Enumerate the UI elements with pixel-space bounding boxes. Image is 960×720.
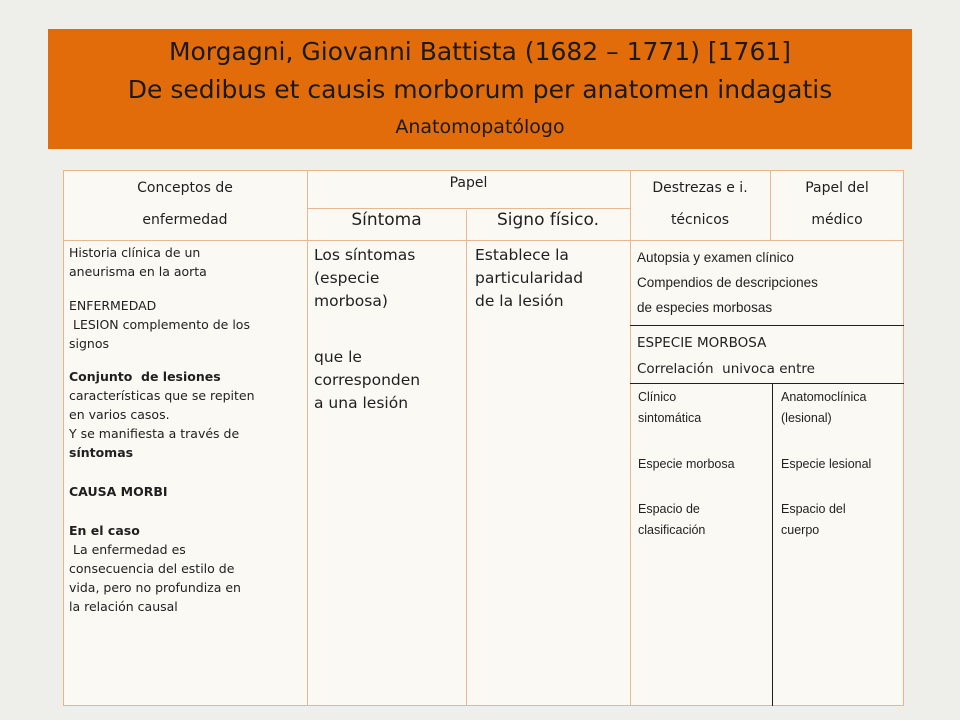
- sintoma-line: a una lesión: [314, 394, 409, 412]
- conceptos-line: síntomas: [69, 445, 134, 460]
- signo-cell: [475, 244, 630, 313]
- signo-line: particularidad: [475, 269, 584, 287]
- especie-line: ESPECIE MORBOSA: [637, 335, 767, 351]
- header-conceptos-line2: enfermedad: [142, 212, 228, 228]
- destrezas-line: Compendios de descripciones: [637, 275, 818, 290]
- header-signo-fisico: Signo físico.: [496, 210, 600, 230]
- conceptos-line: ENFERMEDAD: [69, 298, 157, 313]
- signo-line: Establece la: [475, 246, 569, 264]
- col-divider-3: [630, 170, 631, 706]
- header-conceptos-line1: Conceptos de: [137, 180, 233, 196]
- conceptos-line: aneurisma en la aorta: [69, 264, 207, 279]
- header-destrezas-line1: Destrezas e i.: [652, 180, 748, 196]
- conceptos-line: consecuencia del estilo de: [69, 561, 235, 576]
- spacer: [69, 462, 303, 482]
- conceptos-line: En el caso: [69, 523, 140, 538]
- anatomoclinica-line: Espacio del: [781, 502, 846, 516]
- spacer: [314, 313, 464, 346]
- col-divider-1: [307, 170, 308, 706]
- col4-divider-top: [630, 325, 904, 326]
- conceptos-line: CAUSA MORBI: [69, 484, 168, 499]
- clinico-line: Clínico: [638, 390, 677, 404]
- header-papel-medico-line1: Papel del: [805, 180, 869, 196]
- spacer: [781, 429, 903, 454]
- header-papel-medico-line2: médico: [811, 212, 863, 228]
- conceptos-line: Historia clínica de un: [69, 245, 201, 260]
- spacer: [781, 475, 903, 499]
- conceptos-line: signos: [69, 336, 110, 351]
- spacer: [69, 501, 303, 521]
- anatomoclinica-subcell: [781, 387, 903, 541]
- col4-divider-mid: [630, 383, 904, 384]
- header-destrezas-line2: técnicos: [670, 212, 730, 228]
- sintoma-line: morbosa): [314, 292, 388, 310]
- sintoma-cell: [314, 244, 464, 415]
- especie-morbosa-cell: [637, 330, 902, 382]
- header-sintoma: Síntoma: [351, 210, 422, 230]
- sintoma-line: Los síntomas: [314, 246, 416, 264]
- conceptos-line: la relación causal: [69, 599, 178, 614]
- sintoma-line: que le: [314, 348, 362, 366]
- destrezas-cell: [637, 245, 902, 320]
- anatomoclinica-line: cuerpo: [781, 523, 820, 537]
- concept-table: [63, 170, 904, 706]
- header-divider: [63, 240, 904, 241]
- conceptos-line: La enfermedad es: [69, 542, 186, 557]
- anatomoclinica-line: Anatomoclínica: [781, 390, 867, 404]
- header-papel: Papel: [449, 175, 488, 191]
- clinico-line: sintomática: [638, 411, 702, 425]
- header-conceptos: [63, 172, 307, 236]
- conceptos-line: LESION complemento de los: [69, 317, 250, 332]
- conceptos-line: vida, pero no profundiza en: [69, 580, 241, 595]
- spacer: [638, 429, 770, 454]
- especie-line: Correlación univoca entre: [637, 361, 815, 377]
- col-divider-2: [466, 210, 467, 706]
- clinico-line: clasificación: [638, 523, 706, 537]
- slide-subtitle-role: Anatomopatólogo: [395, 116, 565, 138]
- sintoma-line: (especie: [314, 269, 380, 287]
- header-papel-medico: [770, 172, 904, 236]
- spacer: [638, 475, 770, 499]
- signo-line: de la lesión: [475, 292, 564, 310]
- conceptos-line: Y se manifiesta a través de: [69, 426, 240, 441]
- slide-title-work: De sedibus et causis morborum per anatomen indagatis: [127, 75, 833, 104]
- anatomoclinica-line: Especie lesional: [781, 457, 872, 471]
- destrezas-line: de especies morbosas: [637, 300, 773, 315]
- anatomoclinica-line: (lesional): [781, 411, 832, 425]
- papel-divider: [307, 208, 630, 209]
- conceptos-cell: [69, 243, 303, 616]
- conceptos-line: características que se repiten: [69, 388, 255, 403]
- subcol-divider: [772, 383, 773, 706]
- spacer: [69, 353, 303, 367]
- clinico-subcell: [638, 387, 770, 541]
- sintoma-line: corresponden: [314, 371, 421, 389]
- clinico-line: Especie morbosa: [638, 457, 735, 471]
- slide-title-author: Morgagni, Giovanni Battista (1682 – 1771) [1761]: [168, 37, 792, 66]
- clinico-line: Espacio de: [638, 502, 700, 516]
- conceptos-line: en varios casos.: [69, 407, 170, 422]
- conceptos-line: Conjunto de lesiones: [69, 369, 221, 384]
- header-destrezas: [630, 172, 770, 236]
- spacer: [69, 281, 303, 296]
- title-banner: [48, 29, 912, 149]
- destrezas-line: Autopsia y examen clínico: [637, 250, 794, 265]
